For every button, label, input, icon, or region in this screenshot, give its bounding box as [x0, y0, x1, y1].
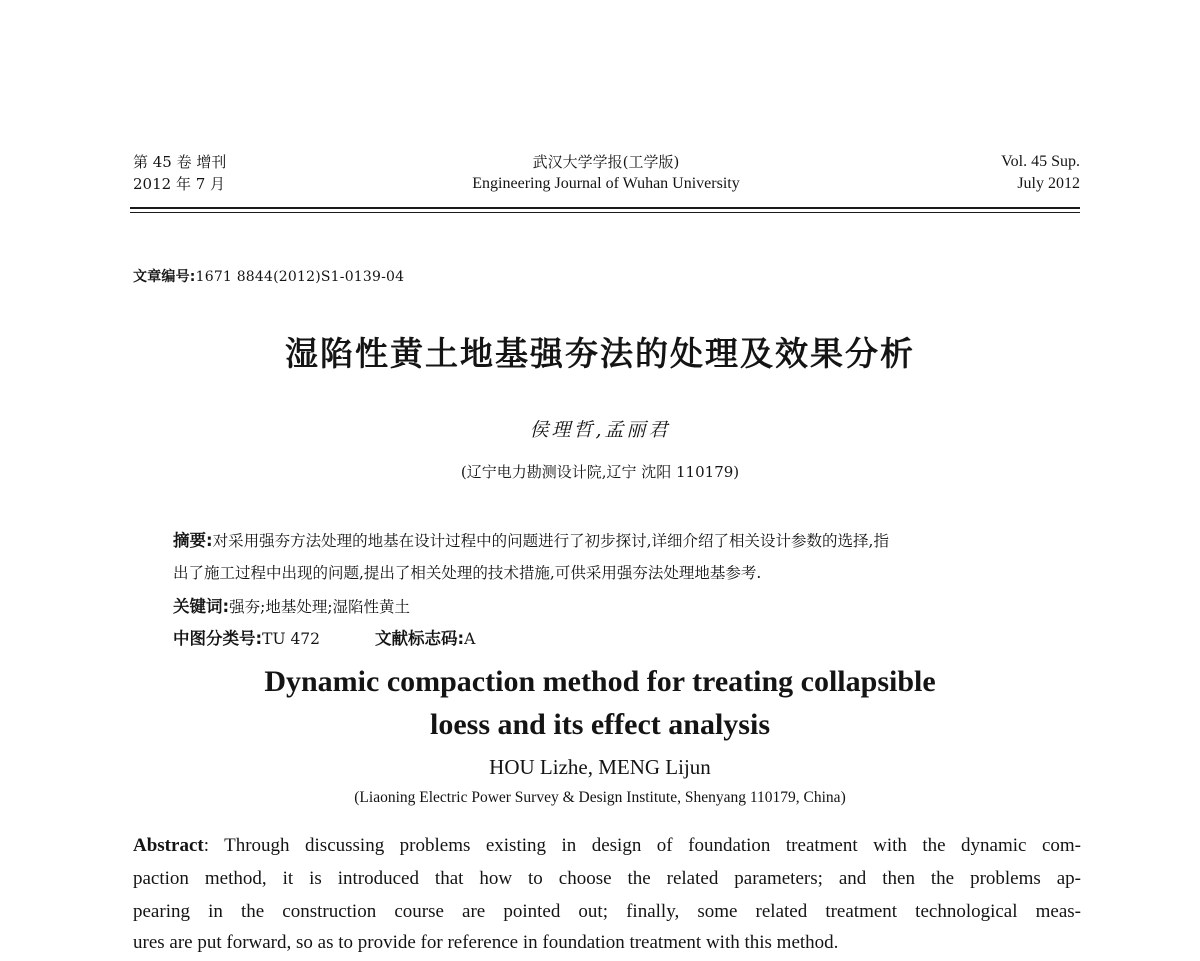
- running-header-center: [420, 151, 792, 195]
- issue-date-cn: 2012 年 7 月: [133, 175, 226, 193]
- abstract-en-line1: [133, 829, 1081, 862]
- abstract-en-line3: pearing in the construction course are pointed out; finally, some related treatment technological meas-: [133, 901, 1081, 922]
- issue-date-en: July 2012: [1017, 175, 1080, 192]
- keywords-cn: [173, 590, 1053, 624]
- affiliation-cn: (辽宁电力勘测设计院,辽宁 沈阳 110179): [460, 463, 740, 481]
- authors-cn: 侯理哲,孟丽君: [529, 419, 671, 441]
- article-number-value: 1671 8844(2012)S1-0139-04: [195, 269, 405, 285]
- abstract-en-label: Abstract: [133, 835, 204, 856]
- keywords-cn-value: 强夯;地基处理;湿陷性黄土: [229, 598, 411, 616]
- abstract-cn: [173, 524, 1053, 558]
- abstract-en-line4: ures are put forward, so as to provide for reference in foundation treatment with this method.: [133, 932, 839, 953]
- abstract-en-text1: : Through discussing problems existing in design of foundation treatment with the dynamic com-: [203, 835, 1081, 856]
- title-en-line1: Dynamic compaction method for treating collapsible: [264, 665, 936, 698]
- header-rule-thick: [130, 207, 1080, 209]
- volume-en: Vol. 45 Sup.: [1001, 153, 1080, 170]
- authors-en: HOU Lizhe, MENG Lijun: [489, 755, 711, 779]
- article-number-label: 文章编号:: [133, 269, 196, 285]
- document-code-value: A: [464, 630, 476, 648]
- clc-value: TU 472: [262, 630, 321, 648]
- abstract-cn-label: 摘要:: [173, 531, 213, 550]
- header-rule-thin: [130, 212, 1080, 213]
- running-header-right: [1001, 151, 1080, 195]
- abstract-cn-line2: 出了施工过程中出现的问题,提出了相关处理的技术措施,可供采用强夯法处理地基参考.: [173, 564, 762, 582]
- journal-name-cn: 武汉大学学报(工学版): [532, 153, 680, 171]
- title-cn: 湿陷性黄土地基强夯法的处理及效果分析: [285, 334, 915, 373]
- journal-name-en: Engineering Journal of Wuhan University: [472, 175, 740, 192]
- clc-label: 中图分类号:: [173, 629, 263, 648]
- title-en-line2: loess and its effect analysis: [430, 708, 770, 741]
- volume-issue: 第 45 卷 增刊: [133, 153, 227, 171]
- abstract-cn-line1: 对采用强夯方法处理的地基在设计过程中的问题进行了初步探讨,详细介绍了相关设计参数的选择,指: [212, 532, 889, 550]
- abstract-en-line2: paction method, it is introduced that how to choose the related parameters; and then the problems ap-: [133, 868, 1081, 889]
- document-code-label: 文献标志码:: [375, 629, 465, 648]
- article-number: [133, 266, 404, 286]
- classification-line: [173, 622, 1053, 656]
- running-header-left: [133, 151, 226, 195]
- affiliation-en: (Liaoning Electric Power Survey & Design Institute, Shenyang 110179, China): [354, 789, 846, 806]
- keywords-cn-label: 关键词:: [173, 597, 230, 616]
